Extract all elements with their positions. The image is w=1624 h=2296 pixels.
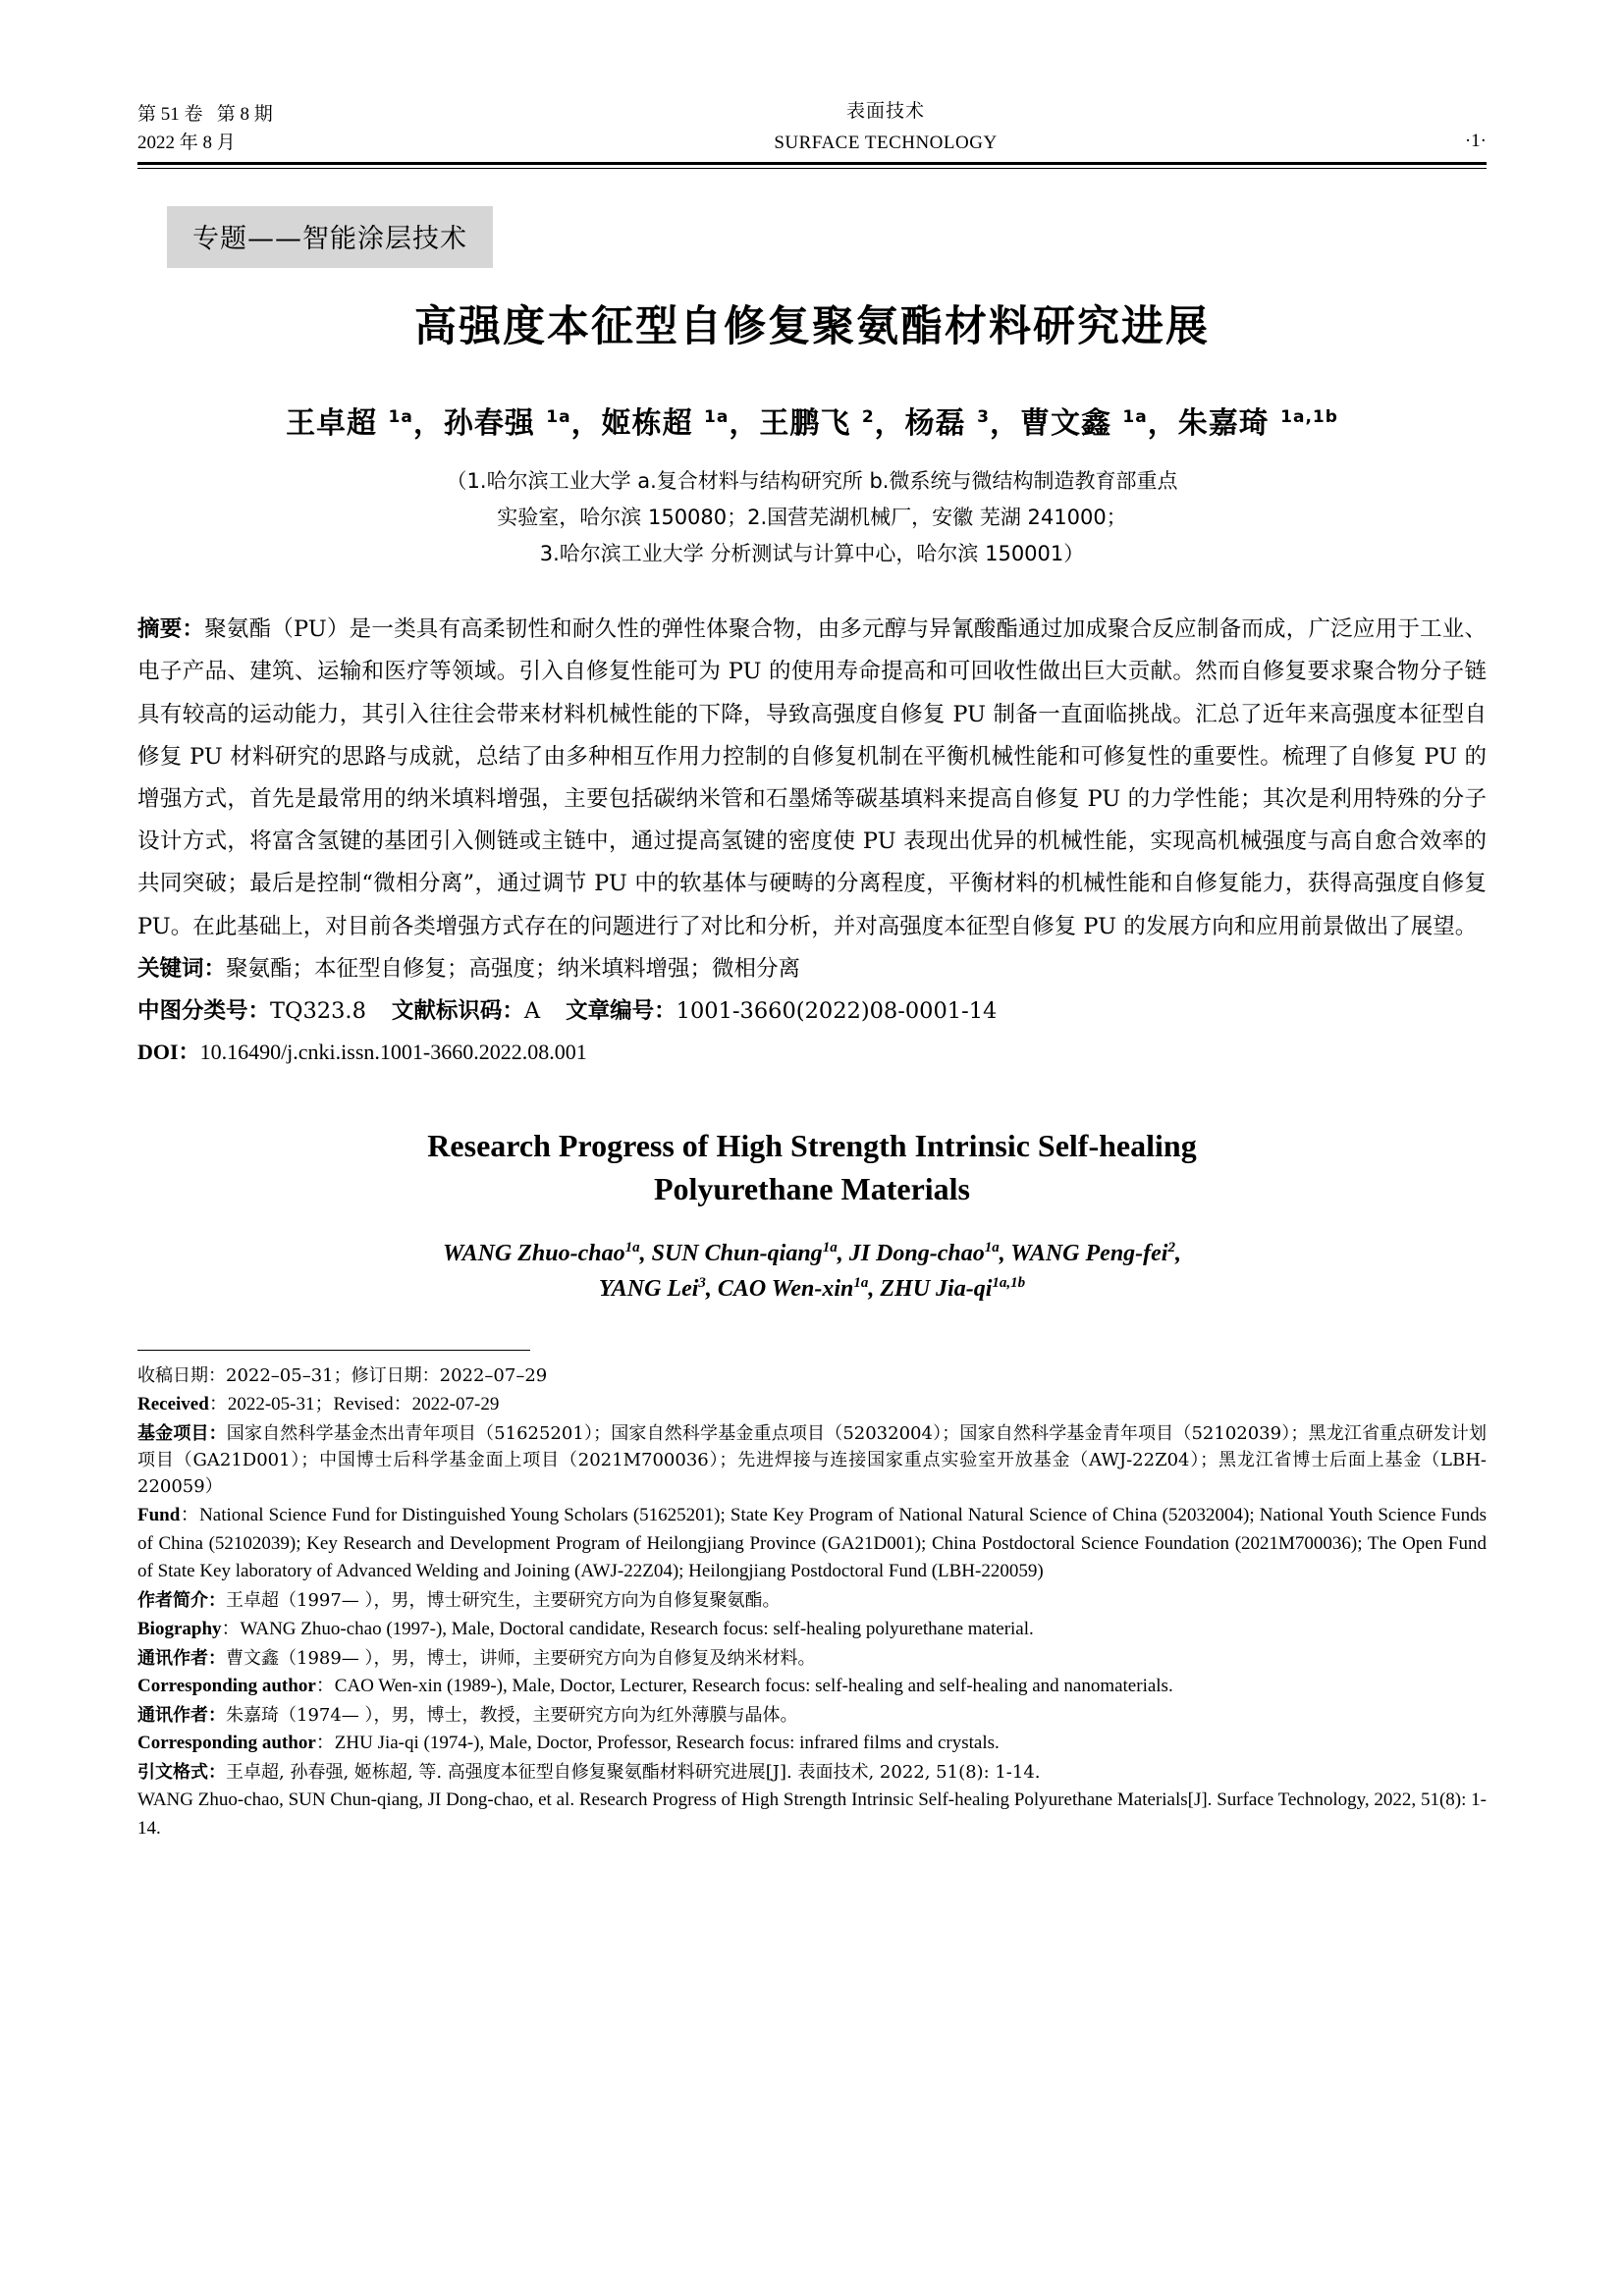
corresponding-author-en-1-label: Corresponding author [137,1675,316,1696]
biography-en-text: ：WANG Zhuo-chao (1997-), Male, Doctoral candidate, Research focus: self-healing polyurethane material. [221,1618,1034,1639]
corresponding-author-en-2 [137,1730,1487,1758]
issue-date: 2022 年 8 月 [137,132,236,153]
abstract-label: 摘要： [137,616,205,643]
authors-en [137,1236,1487,1307]
corresponding-author-cn-2-label: 通讯作者： [137,1704,226,1726]
title-en [137,1124,1487,1210]
doi-line [137,1032,1487,1073]
journal-title-en: SURFACE TECHNOLOGY [774,132,998,153]
authors-en-line: YANG Lei$^3$, CAO Wen-xin$^{1a}$, ZHU Jia-$qi^{1a,1b}$ [598,1275,1026,1303]
biography-en [137,1616,1487,1644]
footnotes [137,1362,1487,1843]
doi-label: DOI： [137,1040,200,1065]
citation-cn-label: 引文格式： [137,1762,226,1783]
doi-value: 10.16490/j.cnki.issn.1001-3660.2022.08.001 [199,1040,587,1065]
corresponding-author-en-2-text: ：ZHU Jia-qi (1974-), Male, Doctor, Professor, Research focus: infrared films and crystals. [315,1733,1000,1754]
received-en-label: Received [137,1393,209,1415]
page-title: 高强度本征型自修复聚氨酯材料研究进展 [414,302,1210,351]
fund-cn-text: 国家自然科学基金杰出青年项目（51625201）；国家自然科学基金重点项目（52032004）；国家自然科学基金青年项目（52102039）；黑龙江省重点研发计划项目（GA21D001）；中国博士后科学基金面上项目（2021M700036）；先进焊接与连接国家重点实验室开放基金（AWJ-22Z04）；黑龙江省博士后面上基金（LBH-220059） [137,1422,1487,1498]
corresponding-author-cn-1-text: 曹文鑫（1989— ），男，博士，讲师，主要研究方向为自修复及纳米材料。 [226,1647,816,1669]
classification-line [137,990,1487,1033]
corresponding-author-en-2-label: Corresponding author [137,1733,316,1754]
corresponding-author-en-1 [137,1673,1487,1701]
authors-cn: 王卓超 $^{1a}$，孙春强 $^{1a}$，姬栋超 $^{1a}$，王鹏飞 $^2$，杨磊 $^3$，曹文鑫 $^{1a}$，朱嘉琦 $^{1a,1b}$ [286,406,1338,441]
keywords [137,948,1487,990]
authors-en-line: WANG Zhuo-chao$^{1a}$, SUN Chun-qiang$^{1a}$, JI Dong-chao$^{1a}$, WANG Peng-fei$^2$, [443,1240,1181,1267]
fund-cn-label: 基金项目： [137,1422,227,1444]
fund-en [137,1502,1487,1587]
doc-code-value: A [523,997,541,1024]
affiliation-line: 实验室，哈尔滨 150080；2.国营芜湖机械厂，安徽 芜湖 241000； [497,505,1127,529]
biography-cn-label: 作者简介： [137,1590,226,1612]
keywords-text: 聚氨酯；本征型自修复；高强度；纳米填料增强；微相分离 [226,955,801,982]
fund-en-text: ：National Science Fund for Distinguished Young Scholars (51625201); State Key Program of National Natural Science of China (52032004); National Youth Science Funds of China (52102039); Key Research and Development Program of Heilongjiang Province (GA21D001); China Postdoctoral Science Foundation (2021M700036); The Open Fund of State Key laboratory of Advanced Welding and Joining (AWJ-22Z04); Heilongjiang Postdoctoral Fund (LBH-220059) [137,1504,1487,1582]
running-head [137,98,1487,157]
clc-value: TQ323.8 [270,997,366,1024]
title-en-line: Research Progress of High Strength Intrinsic Self-healing [427,1128,1197,1164]
affiliations [137,463,1487,571]
fund-en-label: Fund [137,1504,181,1525]
received-en-text: ：2022-05-31；Revised：2022-07-29 [208,1393,500,1415]
running-head-center [403,98,1369,157]
received-en [137,1391,1487,1419]
biography-cn-text: 王卓超（1997— ），男，博士研究生，主要研究方向为自修复聚氨酯。 [226,1590,781,1612]
topic-badge: 专题——智能涂层技术 [167,206,493,268]
page-number: ·1· [1464,130,1487,151]
footnote-rule [137,1350,530,1351]
received-cn: 收稿日期：2022–05–31；修订日期：2022–07–29 [137,1365,548,1387]
doc-code-label: 文献标识码： [391,997,524,1024]
abstract [137,609,1487,948]
citation-cn-text: 王卓超, 孙春强, 姬栋超, 等. 高强度本征型自修复聚氨酯材料研究进展[J]. 表面技术, 2022, 51(8): 1-14. [226,1762,1041,1783]
header-rule [137,162,1487,169]
citation-cn [137,1759,1487,1786]
keywords-label: 关键词： [137,955,227,982]
fund-cn [137,1420,1487,1501]
biography-en-label: Biography [137,1618,222,1639]
affiliation-line: 3.哈尔滨工业大学 分析测试与计算中心，哈尔滨 150001） [539,541,1085,565]
corresponding-author-cn-2-text: 朱嘉琦（1974— ），男，博士，教授，主要研究方向为红外薄膜与晶体。 [226,1704,798,1726]
corresponding-author-cn-1 [137,1645,1487,1672]
biography-cn [137,1587,1487,1614]
citation-en: WANG Zhuo-chao, SUN Chun-qiang, JI Dong-chao, et al. Research Progress of High Strength Intrinsic Self-healing Polyurethane Materials[J]. Surface Technology, 2022, 51(8): 1-14. [137,1789,1487,1840]
corresponding-author-en-1-text: ：CAO Wen-xin (1989-), Male, Doctor, Lecturer, Research focus: self-healing and self-healing and nanomaterials. [315,1675,1173,1696]
page-content [137,98,1487,1844]
corresponding-author-cn-1-label: 通讯作者： [137,1647,226,1669]
clc-label: 中图分类号： [137,997,271,1024]
article-number-value: 1001-3660(2022)08-0001-14 [676,997,998,1024]
article-number-label: 文章编号： [566,997,677,1024]
journal-title-cn: 表面技术 [845,101,925,122]
abstract-text: 聚氨酯（PU）是一类具有高柔韧性和耐久性的弹性体聚合物，由多元醇与异氰酸酯通过加成聚合反应制备而成，广泛应用于工业、电子产品、建筑、运输和医疗等领域。引入自修复性能可为 PU 的使用寿命提高和可回收性做出巨大贡献。然而自修复要求聚合物分子链具有较高的运动能力，其引入往往会带来材料机械性能的下降，导致高强度自修复 PU 制备一直面临挑战。汇总了近年来高强度本征型自修复 PU 材料研究的思路与成就，总结了由多种相互作用力控制的自修复机制在平衡机械性能和可修复性的重要性。梳理了自修复 PU 的增强方式，首先是最常用的纳米填料增强，主要包括碳纳米管和石墨烯等碳基填料来提高自修复 PU 的力学性能；其次是利用特殊的分子设计方式，将富含氢键的基团引入侧链或主链中，通过提高氢键的密度使 PU 表现出优异的机械性能，实现高机械强度与高自愈合效率的共同突破；最后是控制“微相分离”，通过调节 PU 中的软基体与硬畴的分离程度，平衡材料的机械性能和自修复能力，获得高强度自修复 PU。在此基础上，对目前各类增强方式存在的问题进行了对比和分析，并对高强度本征型自修复 PU 的发展方向和应用前景做出了展望。 [137,616,1487,939]
affiliation-line: （1.哈尔滨工业大学 a.复合材料与结构研究所 b.微系统与微结构制造教育部重点 [446,469,1178,493]
volume-issue: 第 51 卷 第 8 期 [137,104,273,125]
corresponding-author-cn-2 [137,1702,1487,1729]
title-en-line: Polyurethane Materials [653,1171,970,1207]
